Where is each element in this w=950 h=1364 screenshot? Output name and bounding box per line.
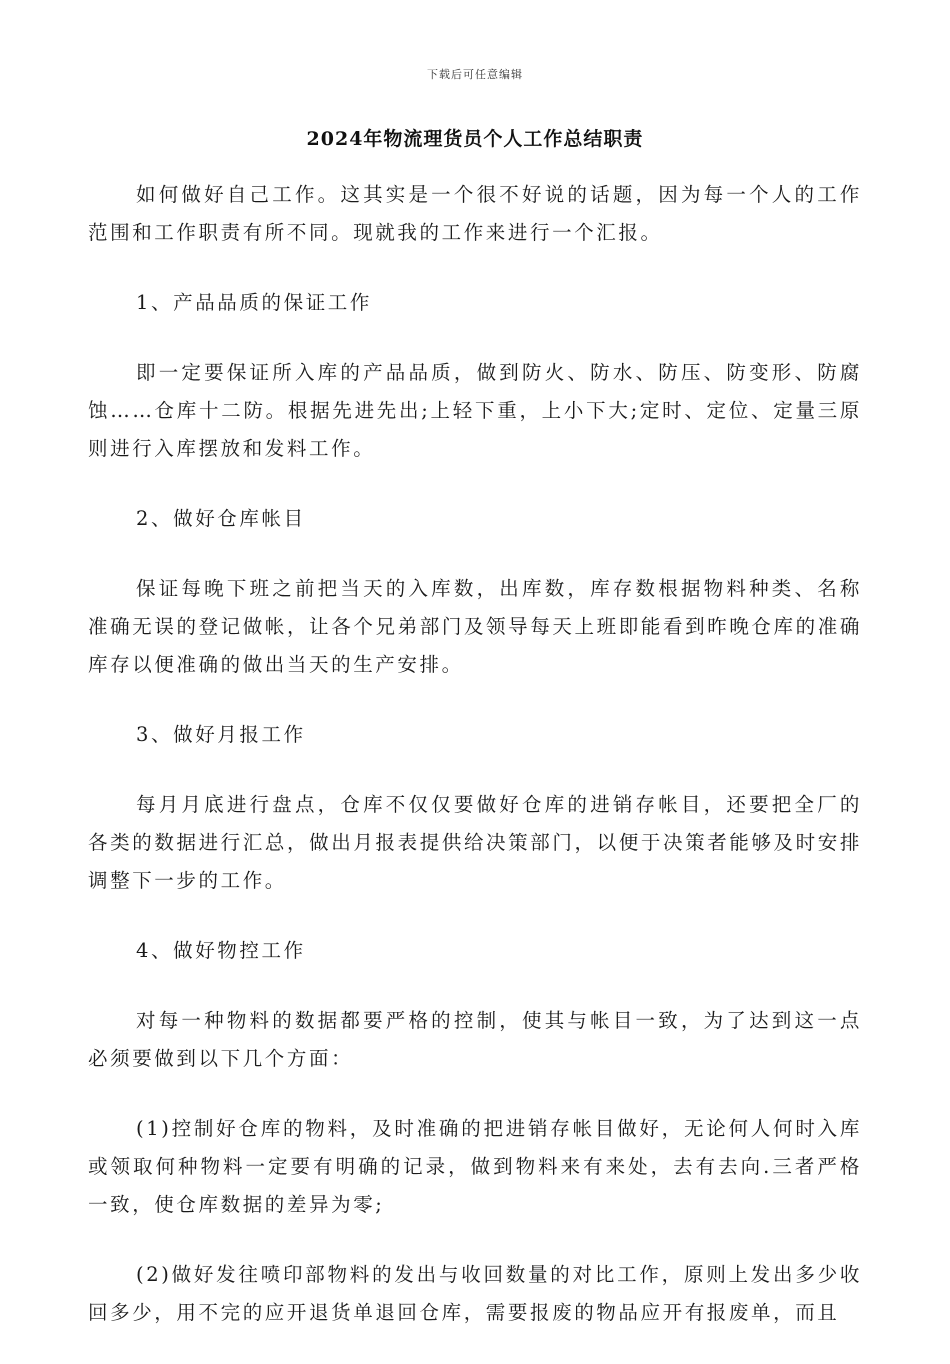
header-note: 下载后可任意编辑 xyxy=(427,68,523,81)
section-2-paragraph: 保证每晚下班之前把当天的入库数，出库数，库存数根据物料种类、名称准确无误的登记做帐，让各个兄弟部门及领导每天上班即能看到昨晚仓库的准确库存以便准确的做出当天的生产安排。 xyxy=(88,577,862,676)
section-4-paragraph: 对每一种物料的数据都要严格的控制，使其与帐目一致，为了达到这一点必须要做到以下几个方面： xyxy=(88,1009,862,1070)
document-body xyxy=(88,176,862,1364)
section-heading-4: 4、做好物控工作 xyxy=(136,939,306,962)
document-title: 2024年物流理货员个人工作总结职责 xyxy=(306,128,644,150)
section-4-item-1: (1)控制好仓库的物料，及时准确的把进销存帐目做好，无论何人何时入库或领取何种物料一定要有明确的记录，做到物料来有来处，去有去向.三者严格一致，使仓库数据的差异为零; xyxy=(88,1117,862,1216)
section-heading-1: 1、产品品质的保证工作 xyxy=(136,291,373,314)
section-3-paragraph: 每月月底进行盘点，仓库不仅仅要做好仓库的进销存帐目，还要把全厂的各类的数据进行汇总，做出月报表提供给决策部门，以便于决策者能够及时安排调整下一步的工作。 xyxy=(88,793,862,892)
section-heading-2: 2、做好仓库帐目 xyxy=(136,507,306,530)
intro-paragraph: 如何做好自己工作。这其实是一个很不好说的话题，因为每一个人的工作范围和工作职责有所不同。现就我的工作来进行一个汇报。 xyxy=(88,183,862,244)
section-4-item-2: (2)做好发往喷印部物料的发出与收回数量的对比工作，原则上发出多少收回多少，用不完的应开退货单退回仓库，需要报废的物品应开有报废单，而且 xyxy=(88,1263,862,1324)
section-1-paragraph: 即一定要保证所入库的产品品质，做到防火、防水、防压、防变形、防腐蚀……仓库十二防。根据先进先出;上轻下重，上小下大;定时、定位、定量三原则进行入库摆放和发料工作。 xyxy=(88,361,862,460)
section-heading-3: 3、做好月报工作 xyxy=(136,723,306,746)
